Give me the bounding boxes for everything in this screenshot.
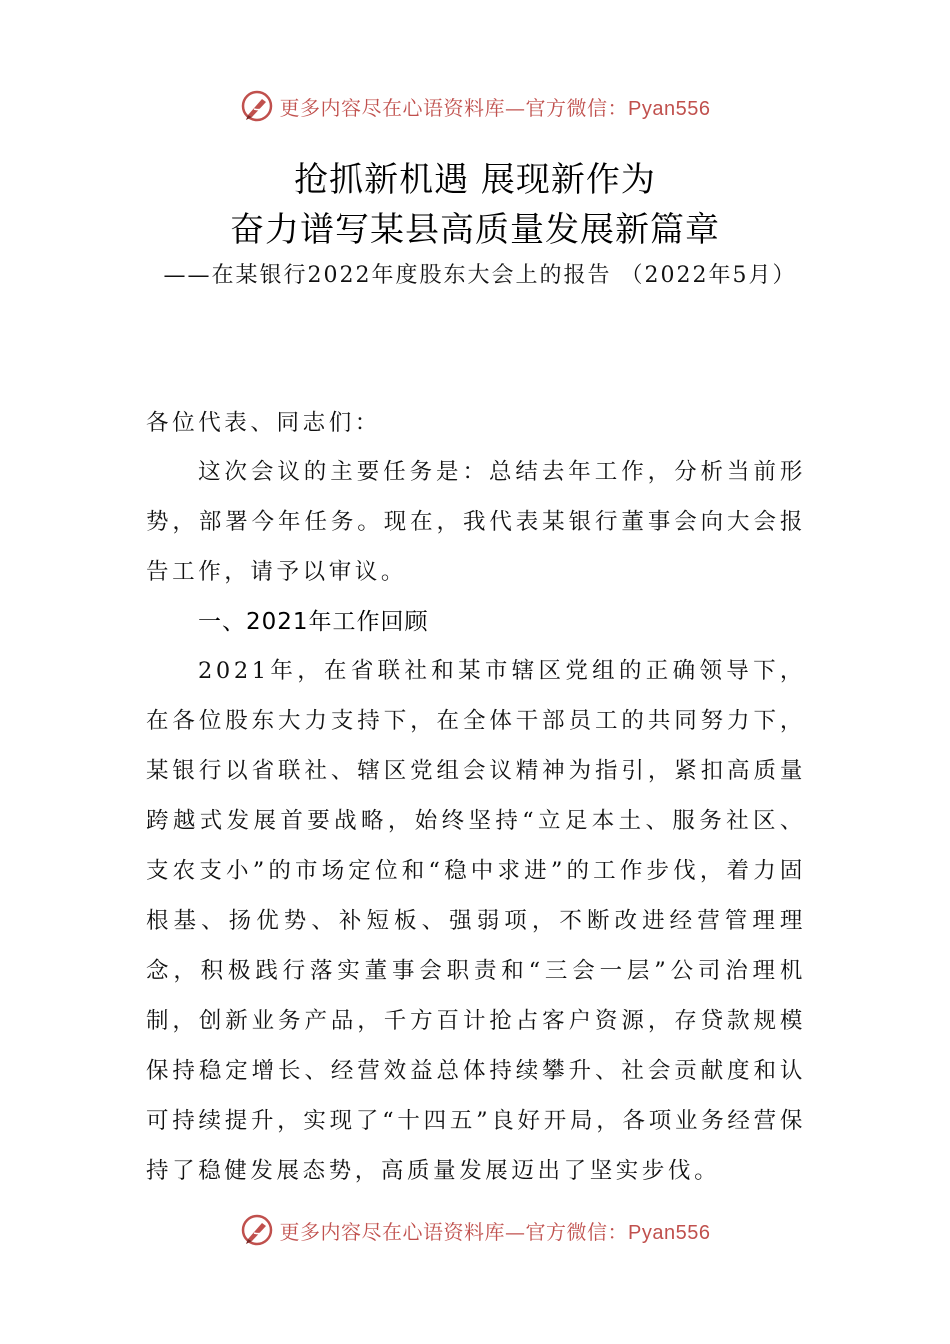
- watermark-contact-label: 官方微信：: [525, 95, 629, 120]
- watermark-handle: Pyan556: [628, 97, 711, 120]
- watermark-dash: —: [505, 95, 526, 120]
- watermark-site: 更多内容尽在心语资料库: [279, 1219, 506, 1244]
- salutation: 各位代表、同志们：: [146, 410, 381, 436]
- document-title-line1: 抢抓新机遇 展现新作为: [294, 160, 656, 200]
- watermark-text: [280, 92, 711, 121]
- paragraph-review: 2021年，在省联社和某市辖区党组的正确领导下，在各位股东大力支持下，在全体干部员工的共同努力下，某银行以省联社、辖区党组会议精神为指引，紧扣高质量跨越式发展首要战略，始终坚持“立足本土、服务社区、支农支小”的市场定位和“稳中求进”的工作步伐，着力固根基、扬优势、补短板、强弱项，不断改进经营管理理念，积极践行落实董事会职责和“三会一层”公司治理机制，创新业务产品，千方百计抢占客户资源，存贷款规模保持稳定增长、经营效益总体持续攀升、社会贡献度和认可持续提升，实现了“十四五”良好开局，各项业务经营保持了稳健发展态势，高质量发展迈出了坚实步伐。: [146, 658, 806, 1184]
- watermark-contact-label: 官方微信：: [525, 1219, 629, 1244]
- watermark-footer: [0, 1210, 950, 1250]
- watermark-handle: Pyan556: [628, 1221, 711, 1244]
- pen-logo-icon: [240, 89, 274, 123]
- document-subtitle: ——在某银行2022年度股东大会上的报告 （2022年5月）: [163, 263, 797, 288]
- watermark-site: 更多内容尽在心语资料库: [279, 95, 506, 120]
- watermark-header: [0, 86, 950, 126]
- watermark-dash: —: [505, 1219, 526, 1244]
- watermark-text: [280, 1216, 711, 1245]
- section-heading-1: 一、2021年工作回顾: [198, 609, 429, 635]
- pen-logo-icon: [240, 1213, 274, 1247]
- document-title-line2: 奋力谱写某县高质量发展新篇章: [230, 210, 720, 250]
- paragraph-intro: 这次会议的主要任务是：总结去年工作，分析当前形势，部署今年任务。现在，我代表某银行董事会向大会报告工作，请予以审议。: [146, 459, 806, 585]
